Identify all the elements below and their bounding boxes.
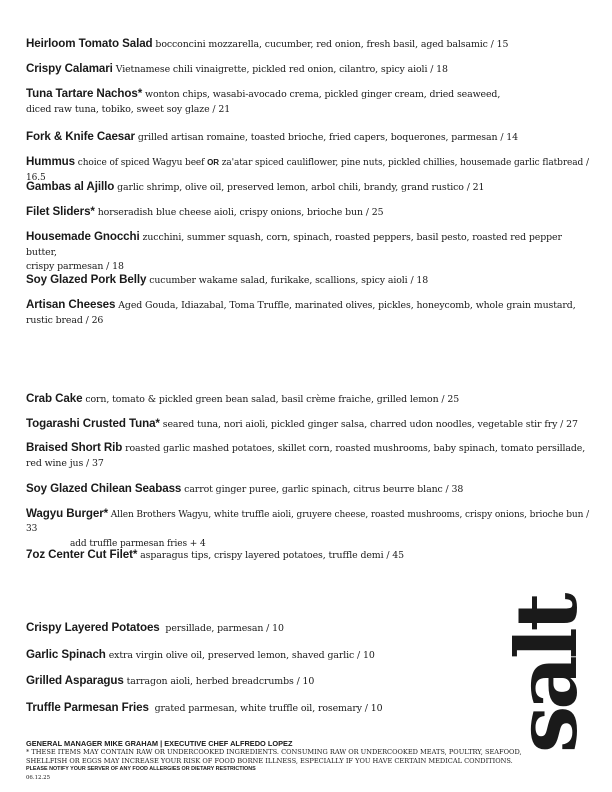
item-name: Hummus — [26, 155, 76, 168]
item-description-cont: red wine jus / 37 — [26, 457, 104, 469]
menu-date: 06.12.25 — [26, 774, 51, 781]
item-description: Allen Brothers Wagyu, white truffle aioli, gruyere cheese, roasted mushrooms, crispy onions, brioche bun / 33 — [26, 509, 590, 534]
item-description-cont: rustic bread / 26 — [26, 314, 104, 326]
item-description: extra virgin olive oil, preserved lemon, shaved garlic / 10 — [108, 649, 375, 661]
menu-item — [26, 37, 592, 62]
item-description: zucchini, summer squash, corn, spinach, roasted peppers, basil pesto, roasted red pepper butter, — [26, 232, 562, 258]
item-name: Grilled Asparagus — [26, 674, 124, 687]
menu-item — [26, 507, 592, 548]
item-description: roasted garlic mashed potatoes, skillet corn, roasted mushrooms, baby spinach, tomato persillade, — [125, 443, 586, 454]
menu-item — [26, 155, 592, 183]
salt-logo — [500, 575, 590, 755]
menu-item — [26, 205, 592, 230]
item-description-cont: crispy parmesan / 18 — [26, 261, 124, 272]
raw-food-warning: * THESE ITEMS MAY CONTAIN RAW OR UNDERCOOKED INGREDIENTS. CONSUMING RAW OR UNDERCOOKED MEATS, POULTRY, SEAFOOD, SHELLFISH OR EGGS MAY INCREASE YOUR RISK OF FOOD BORNE ILLNESS, ESPECIALLY IF YOU HAVE CERTAIN MEDICAL CONDITIONS. — [26, 748, 522, 765]
menu-item — [26, 62, 592, 87]
menu-item — [26, 130, 592, 155]
menu-item — [26, 180, 592, 205]
item-description: garlic shrimp, olive oil, preserved lemon, arbol chili, brandy, grand rustico / 21 — [117, 182, 485, 193]
starters-section — [26, 37, 592, 341]
menu-item — [26, 392, 592, 417]
item-name: Fork & Knife Caesar — [26, 130, 135, 143]
item-description: bocconcini mozzarella, cucumber, red onion, fresh basil, aged balsamic / 15 — [155, 39, 509, 50]
menu-item — [26, 298, 592, 341]
item-description: grated parmesan, white truffle oil, rosemary / 10 — [154, 702, 383, 714]
item-name: Soy Glazed Pork Belly — [26, 273, 147, 286]
item-name: Filet Sliders* — [26, 205, 95, 218]
entrees-section — [26, 392, 592, 572]
menu-item — [26, 548, 592, 573]
item-name: Soy Glazed Chilean Seabass — [26, 482, 182, 495]
item-name: Heirloom Tomato Salad — [26, 37, 153, 50]
or-label: OR — [207, 158, 219, 167]
item-name: 7oz Center Cut Filet* — [26, 547, 138, 561]
item-description: Vietnamese chili vinaigrette, pickled red onion, cilantro, spicy aioli / 18 — [115, 64, 448, 75]
item-description: seared tuna, nori aioli, pickled ginger salsa, charred udon noodles, vegetable stir fry / 27 — [162, 418, 578, 430]
item-description: cucumber wakame salad, furikake, scallions, spicy aioli / 18 — [149, 275, 429, 286]
item-description: tarragon aioli, herbed breadcrumbs / 10 — [126, 676, 315, 687]
item-name: Crispy Calamari — [26, 62, 113, 75]
item-name: Gambas al Ajillo — [26, 180, 115, 193]
footer — [26, 740, 546, 782]
item-description: asparagus tips, crispy layered potatoes, truffle demi / 45 — [140, 549, 405, 561]
staff-credits: GENERAL MANAGER MIKE GRAHAM | EXECUTIVE CHEF ALFREDO LOPEZ — [26, 739, 293, 748]
item-description: persillade, parmesan / 10 — [165, 623, 284, 634]
item-name: Tuna Tartare Nachos* — [26, 87, 143, 100]
menu-item — [26, 441, 592, 482]
salt-logo-text: salt — [500, 596, 590, 753]
item-name: Garlic Spinach — [26, 647, 106, 661]
item-description: wonton chips, wasabi-avocado crema, pickled ginger cream, dried seaweed, — [145, 89, 501, 100]
menu-item — [26, 87, 592, 130]
menu-item — [26, 273, 592, 298]
item-name: Housemade Gnocchi — [26, 230, 140, 243]
item-description: corn, tomato & pickled green bean salad, basil crème fraiche, grilled lemon / 25 — [85, 394, 460, 405]
menu-item — [26, 230, 592, 273]
item-name: Truffle Parmesan Fries — [26, 700, 149, 714]
item-description-cont: diced raw tuna, tobiko, sweet soy glaze / 21 — [26, 103, 231, 115]
allergy-notice: PLEASE NOTIFY YOUR SERVER OF ANY FOOD ALLERGIES OR DIETARY RESTRICTIONS — [26, 766, 256, 773]
item-description: za'atar spiced cauliflower, pine nuts, pickled chillies, housemade garlic flatbread / 16.5 — [26, 158, 589, 183]
menu-item — [26, 417, 592, 442]
item-addon: add truffle parmesan fries + 4 — [70, 538, 206, 549]
item-description: grilled artisan romaine, toasted brioche, fried capers, boquerones, parmesan / 14 — [137, 132, 518, 143]
item-description: horseradish blue cheese aioli, crispy onions, brioche bun / 25 — [97, 207, 384, 218]
item-name: Wagyu Burger* — [26, 506, 109, 520]
menu-item — [26, 482, 592, 507]
item-name: Artisan Cheeses — [26, 298, 116, 311]
item-description: Aged Gouda, Idiazabal, Toma Truffle, marinated olives, pickles, honeycomb, whole grain mustard, — [118, 300, 576, 311]
item-name: Crispy Layered Potatoes — [26, 621, 160, 634]
item-name: Togarashi Crusted Tuna* — [26, 416, 160, 430]
item-name: Braised Short Rib — [26, 441, 123, 454]
item-name: Crab Cake — [26, 392, 83, 405]
item-description: choice of spiced Wagyu beef — [77, 158, 205, 168]
item-description: carrot ginger puree, garlic spinach, citrus beurre blanc / 38 — [184, 484, 464, 495]
